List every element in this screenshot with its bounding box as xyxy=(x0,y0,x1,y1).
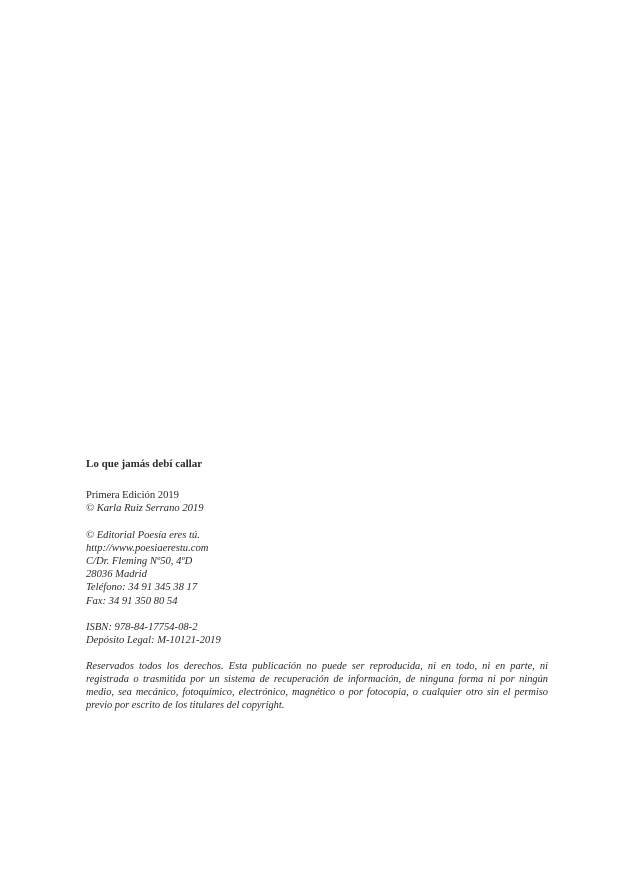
publisher-website: http://www.poesiaerestu.com xyxy=(86,542,209,554)
publisher-city: 28036 Madrid xyxy=(86,569,147,581)
publisher-street: C/Dr. Fleming Nº50, 4ºD xyxy=(86,556,193,568)
edition-block xyxy=(86,489,548,515)
edition-line: Primera Edición 2019 xyxy=(86,490,179,502)
book-title: Lo que jamás debí callar xyxy=(86,458,203,470)
rights-notice: Reservados todos los derechos. Esta publicación no puede ser reproducida, ni en todo, ni en parte, ni registrada o trasmitida por un sistema de recuperación de información, de ninguna forma ni por ningún medio, sea mecánico, fotoquímico, electrónico, magnético o por fotocopia, o cualquier otro sin el permiso previo por escrito de los titulares del copyright. xyxy=(86,661,548,712)
publisher-fax: Fax: 34 91 350 80 54 xyxy=(86,595,178,607)
publisher-name: © Editorial Poesía eres tú. xyxy=(86,529,200,541)
legal-deposit: Depósito Legal: M-10121-2019 xyxy=(86,635,221,647)
publisher-phone: Teléfono: 34 91 345 38 17 xyxy=(86,582,198,594)
author-copyright: © Karla Ruiz Serrano 2019 xyxy=(86,503,204,515)
publisher-block xyxy=(86,529,548,608)
isbn: ISBN: 978-84-17754-08-2 xyxy=(86,621,198,633)
colophon xyxy=(86,458,548,712)
registration-block xyxy=(86,621,548,647)
